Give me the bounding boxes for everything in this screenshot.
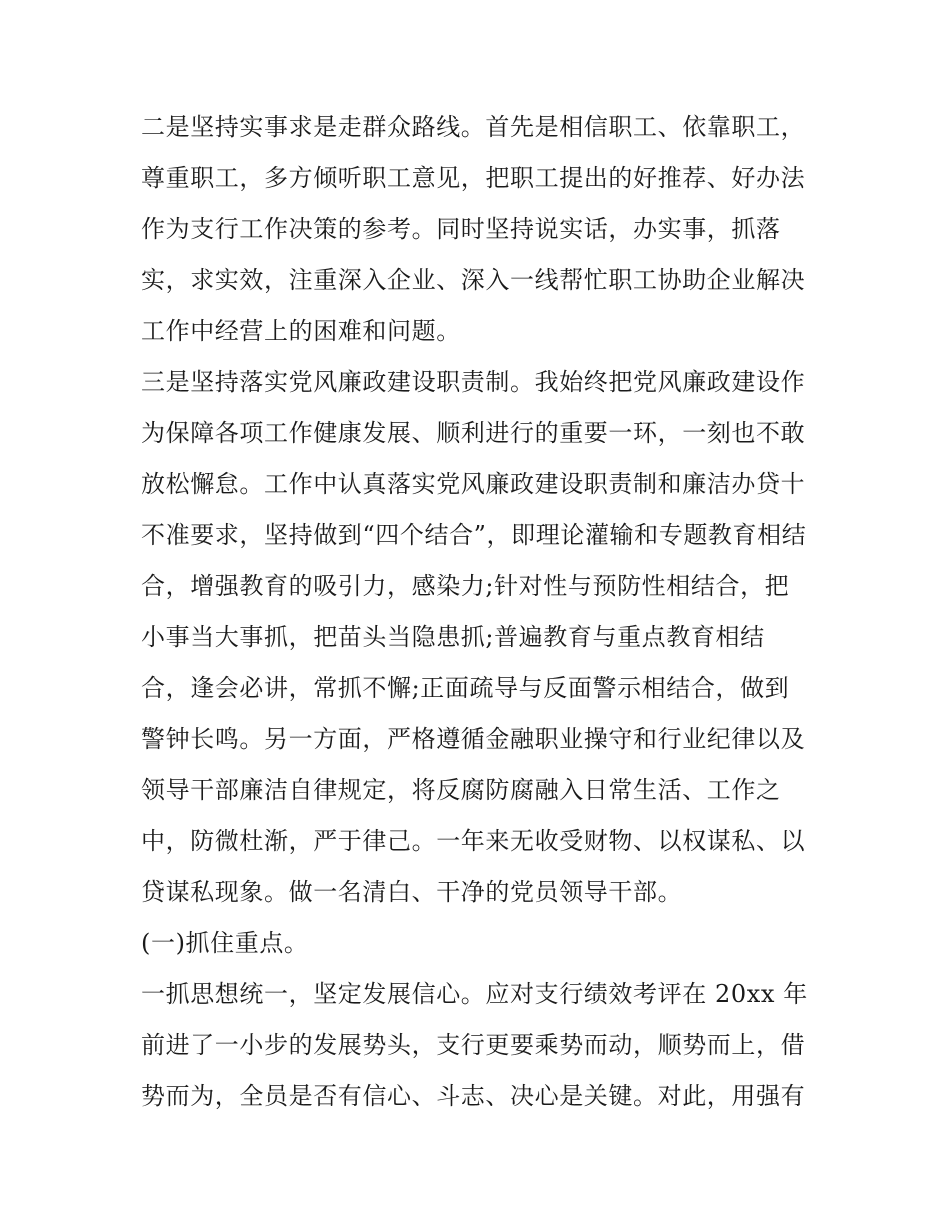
text-line: 警钟长鸣。另一方面，严格遵循金融职业操守和行业纪律以及 (141, 725, 806, 753)
text-line: 尊重职工，多方倾听职工意见，把职工提出的好推荐、好办法 (141, 164, 806, 192)
text-line: 作为支行工作决策的参考。同时坚持说实话，办实事，抓落 (141, 215, 781, 243)
text-line: 实，求实效，注重深入企业、深入一线帮忙职工协助企业解决 (141, 266, 806, 294)
text-line: 为保障各项工作健康发展、顺利进行的重要一环，一刻也不敢 (141, 419, 806, 447)
body-text (141, 102, 821, 1122)
section-heading: (一)抓住重点。 (141, 929, 309, 957)
text-line: 小事当大事抓，把苗头当隐患抓;普遍教育与重点教育相结 (141, 623, 765, 651)
text-line: 三是坚持落实党风廉政建设职责制。我始终把党风廉政建设作 (141, 368, 806, 396)
text-line: 不准要求，坚持做到“四个结合”，即理论灌输和专题教育相结 (141, 521, 807, 549)
text-line: 领导干部廉洁自律规定，将反腐防腐融入日常生活、工作之 (141, 776, 781, 804)
text-line: 二是坚持实事求是走群众路线。首先是相信职工、依靠职工， (141, 113, 806, 141)
text-line: 工作中经营上的困难和问题。 (141, 317, 461, 345)
text-line: 合，增强教育的吸引力，感染力;针对性与预防性相结合，把 (141, 572, 790, 600)
text-line: 一抓思想统一，坚定发展信心。应对支行绩效考评在 20xx 年 (141, 980, 808, 1008)
text-line: 贷谋私现象。做一名清白、干净的党员领导干部。 (141, 878, 683, 906)
text-line: 前进了一小步的发展势头，支行更要乘势而动，顺势而上，借 (141, 1031, 806, 1059)
text-line: 合，逢会必讲，常抓不懈;正面疏导与反面警示相结合，做到 (141, 674, 790, 702)
text-line: 中，防微杜渐，严于律己。一年来无收受财物、以权谋私、以 (141, 827, 806, 855)
text-line: 放松懈怠。工作中认真落实党风廉政建设职责制和廉洁办贷十 (141, 470, 806, 498)
text-line: 势而为，全员是否有信心、斗志、决心是关键。对此，用强有 (141, 1082, 806, 1110)
